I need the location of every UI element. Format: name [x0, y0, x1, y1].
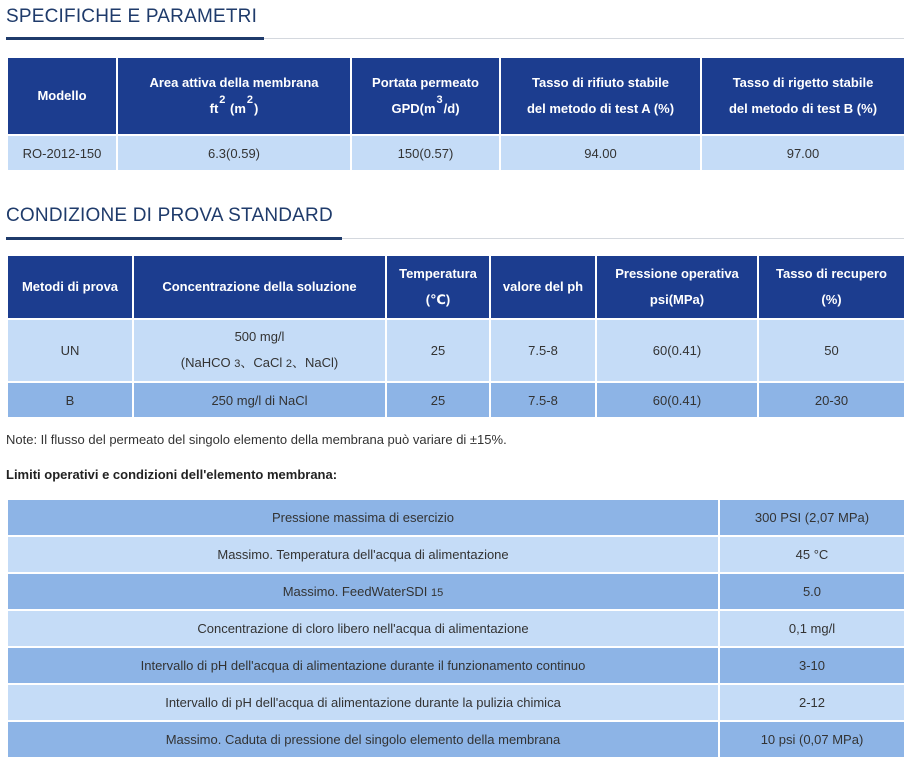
header-rejA-line2: del metodo di test A (%)	[526, 101, 675, 116]
spec-section-title: SPECIFICHE E PARAMETRI	[6, 6, 258, 27]
header-temperature	[386, 255, 490, 319]
area-unit-b: (m	[230, 100, 246, 116]
cell-pressure: 60(0.41)	[596, 319, 758, 382]
header-press-line2: psi(MPa)	[649, 292, 705, 307]
limit-value: 45 °C	[719, 536, 905, 573]
cell-flow: 150(0.57)	[351, 135, 500, 171]
header-concentration: Concentrazione della soluzione	[133, 255, 386, 319]
test-header-row	[7, 255, 905, 319]
header-rec-line1: Tasso di recupero	[775, 266, 887, 281]
limit-value: 300 PSI (2,07 MPa)	[719, 499, 905, 536]
limit-value: 2-12	[719, 684, 905, 721]
header-model: Modello	[7, 57, 117, 135]
cell-temperature: 25	[386, 319, 490, 382]
limit-value: 3-10	[719, 647, 905, 684]
test-conditions-table	[6, 254, 906, 419]
limit-label: Intervallo di pH dell'acqua di alimentazione durante il funzionamento continuo	[7, 647, 719, 684]
conc-sub-1: 3	[234, 358, 241, 370]
table-row	[7, 319, 905, 382]
limit-label-sub: 15	[431, 587, 444, 599]
header-flow-line1: Portata permeato	[372, 74, 479, 90]
operating-limits-table	[6, 498, 906, 759]
conc-part-b: 、CaCl	[240, 355, 283, 370]
cell-rejection-a: 94.00	[500, 135, 701, 171]
conc-part-a: (NaHCO	[180, 355, 231, 370]
conc-line1: 500 mg/l	[234, 329, 285, 344]
cell-pressure: 60(0.41)	[596, 382, 758, 418]
area-unit-a: ft	[209, 100, 219, 116]
cell-method: B	[7, 382, 133, 418]
header-rec-line2: (%)	[821, 292, 842, 307]
table-row	[7, 610, 905, 647]
table-row	[7, 721, 905, 758]
header-temp-line2: (℃)	[425, 292, 451, 307]
cell-ph: 7.5-8	[490, 382, 596, 418]
flow-unit-a: GPD(m	[391, 100, 436, 116]
header-permeate-flow	[351, 57, 500, 135]
cell-temperature: 25	[386, 382, 490, 418]
header-press-line1: Pressione operativa	[615, 266, 739, 281]
cell-concentration: 250 mg/l di NaCl	[133, 382, 386, 418]
header-recovery	[758, 255, 905, 319]
area-sup-a: 2	[219, 93, 226, 106]
header-area-line1: Area attiva della membrana	[149, 74, 319, 90]
cell-model: RO-2012-150	[7, 135, 117, 171]
limit-value: 0,1 mg/l	[719, 610, 905, 647]
table-row	[7, 536, 905, 573]
test-section-title: CONDIZIONE DI PROVA STANDARD	[6, 205, 333, 226]
table-row	[7, 382, 905, 418]
limit-label: Intervallo di pH dell'acqua di alimentazione durante la pulizia chimica	[7, 684, 719, 721]
conc-sub-2: 2	[285, 358, 292, 370]
table-row	[7, 135, 905, 171]
cell-rejection-b: 97.00	[701, 135, 905, 171]
cell-recovery: 20-30	[758, 382, 905, 418]
spec-header-row	[7, 57, 905, 135]
header-rejection-a	[500, 57, 701, 135]
cell-ph: 7.5-8	[490, 319, 596, 382]
header-rejB-line1: Tasso di rigetto stabile	[732, 75, 874, 90]
flow-sup: 3	[436, 93, 443, 106]
table-row	[7, 573, 905, 610]
table-row	[7, 684, 905, 721]
area-unit-c: )	[254, 100, 259, 116]
cell-area: 6.3(0.59)	[117, 135, 351, 171]
permeate-flow-note: Note: Il flusso del permeato del singolo elemento della membrana può variare di ±15%.	[6, 432, 507, 447]
spec-title-rule	[6, 38, 904, 39]
table-row	[7, 647, 905, 684]
limit-value: 10 psi (0,07 MPa)	[719, 721, 905, 758]
limit-value: 5.0	[719, 573, 905, 610]
limit-label: Pressione massima di esercizio	[7, 499, 719, 536]
header-temp-line1: Temperatura	[399, 266, 477, 281]
limit-label	[7, 573, 719, 610]
conc-part-c: 、NaCl)	[292, 355, 339, 370]
limit-label: Massimo. Temperatura dell'acqua di alimentazione	[7, 536, 719, 573]
header-rejA-line1: Tasso di rifiuto stabile	[531, 75, 669, 90]
header-pressure	[596, 255, 758, 319]
flow-unit-b: /d)	[443, 100, 460, 116]
limit-label: Massimo. Caduta di pressione del singolo elemento della membrana	[7, 721, 719, 758]
header-test-method: Metodi di prova	[7, 255, 133, 319]
cell-method: UN	[7, 319, 133, 382]
spec-table	[6, 56, 906, 172]
limits-title: Limiti operativi e condizioni dell'elemento membrana:	[6, 467, 338, 482]
header-ph: valore del ph	[490, 255, 596, 319]
cell-concentration	[133, 319, 386, 382]
header-rejection-b	[701, 57, 905, 135]
header-membrane-area	[117, 57, 351, 135]
area-sup-b: 2	[246, 93, 254, 106]
limit-label: Concentrazione di cloro libero nell'acqua di alimentazione	[7, 610, 719, 647]
test-title-rule	[6, 238, 904, 239]
limit-label-text: Massimo. FeedWaterSDI	[282, 584, 428, 599]
header-rejB-line2: del metodo di test B (%)	[728, 101, 878, 116]
cell-recovery: 50	[758, 319, 905, 382]
table-row	[7, 499, 905, 536]
